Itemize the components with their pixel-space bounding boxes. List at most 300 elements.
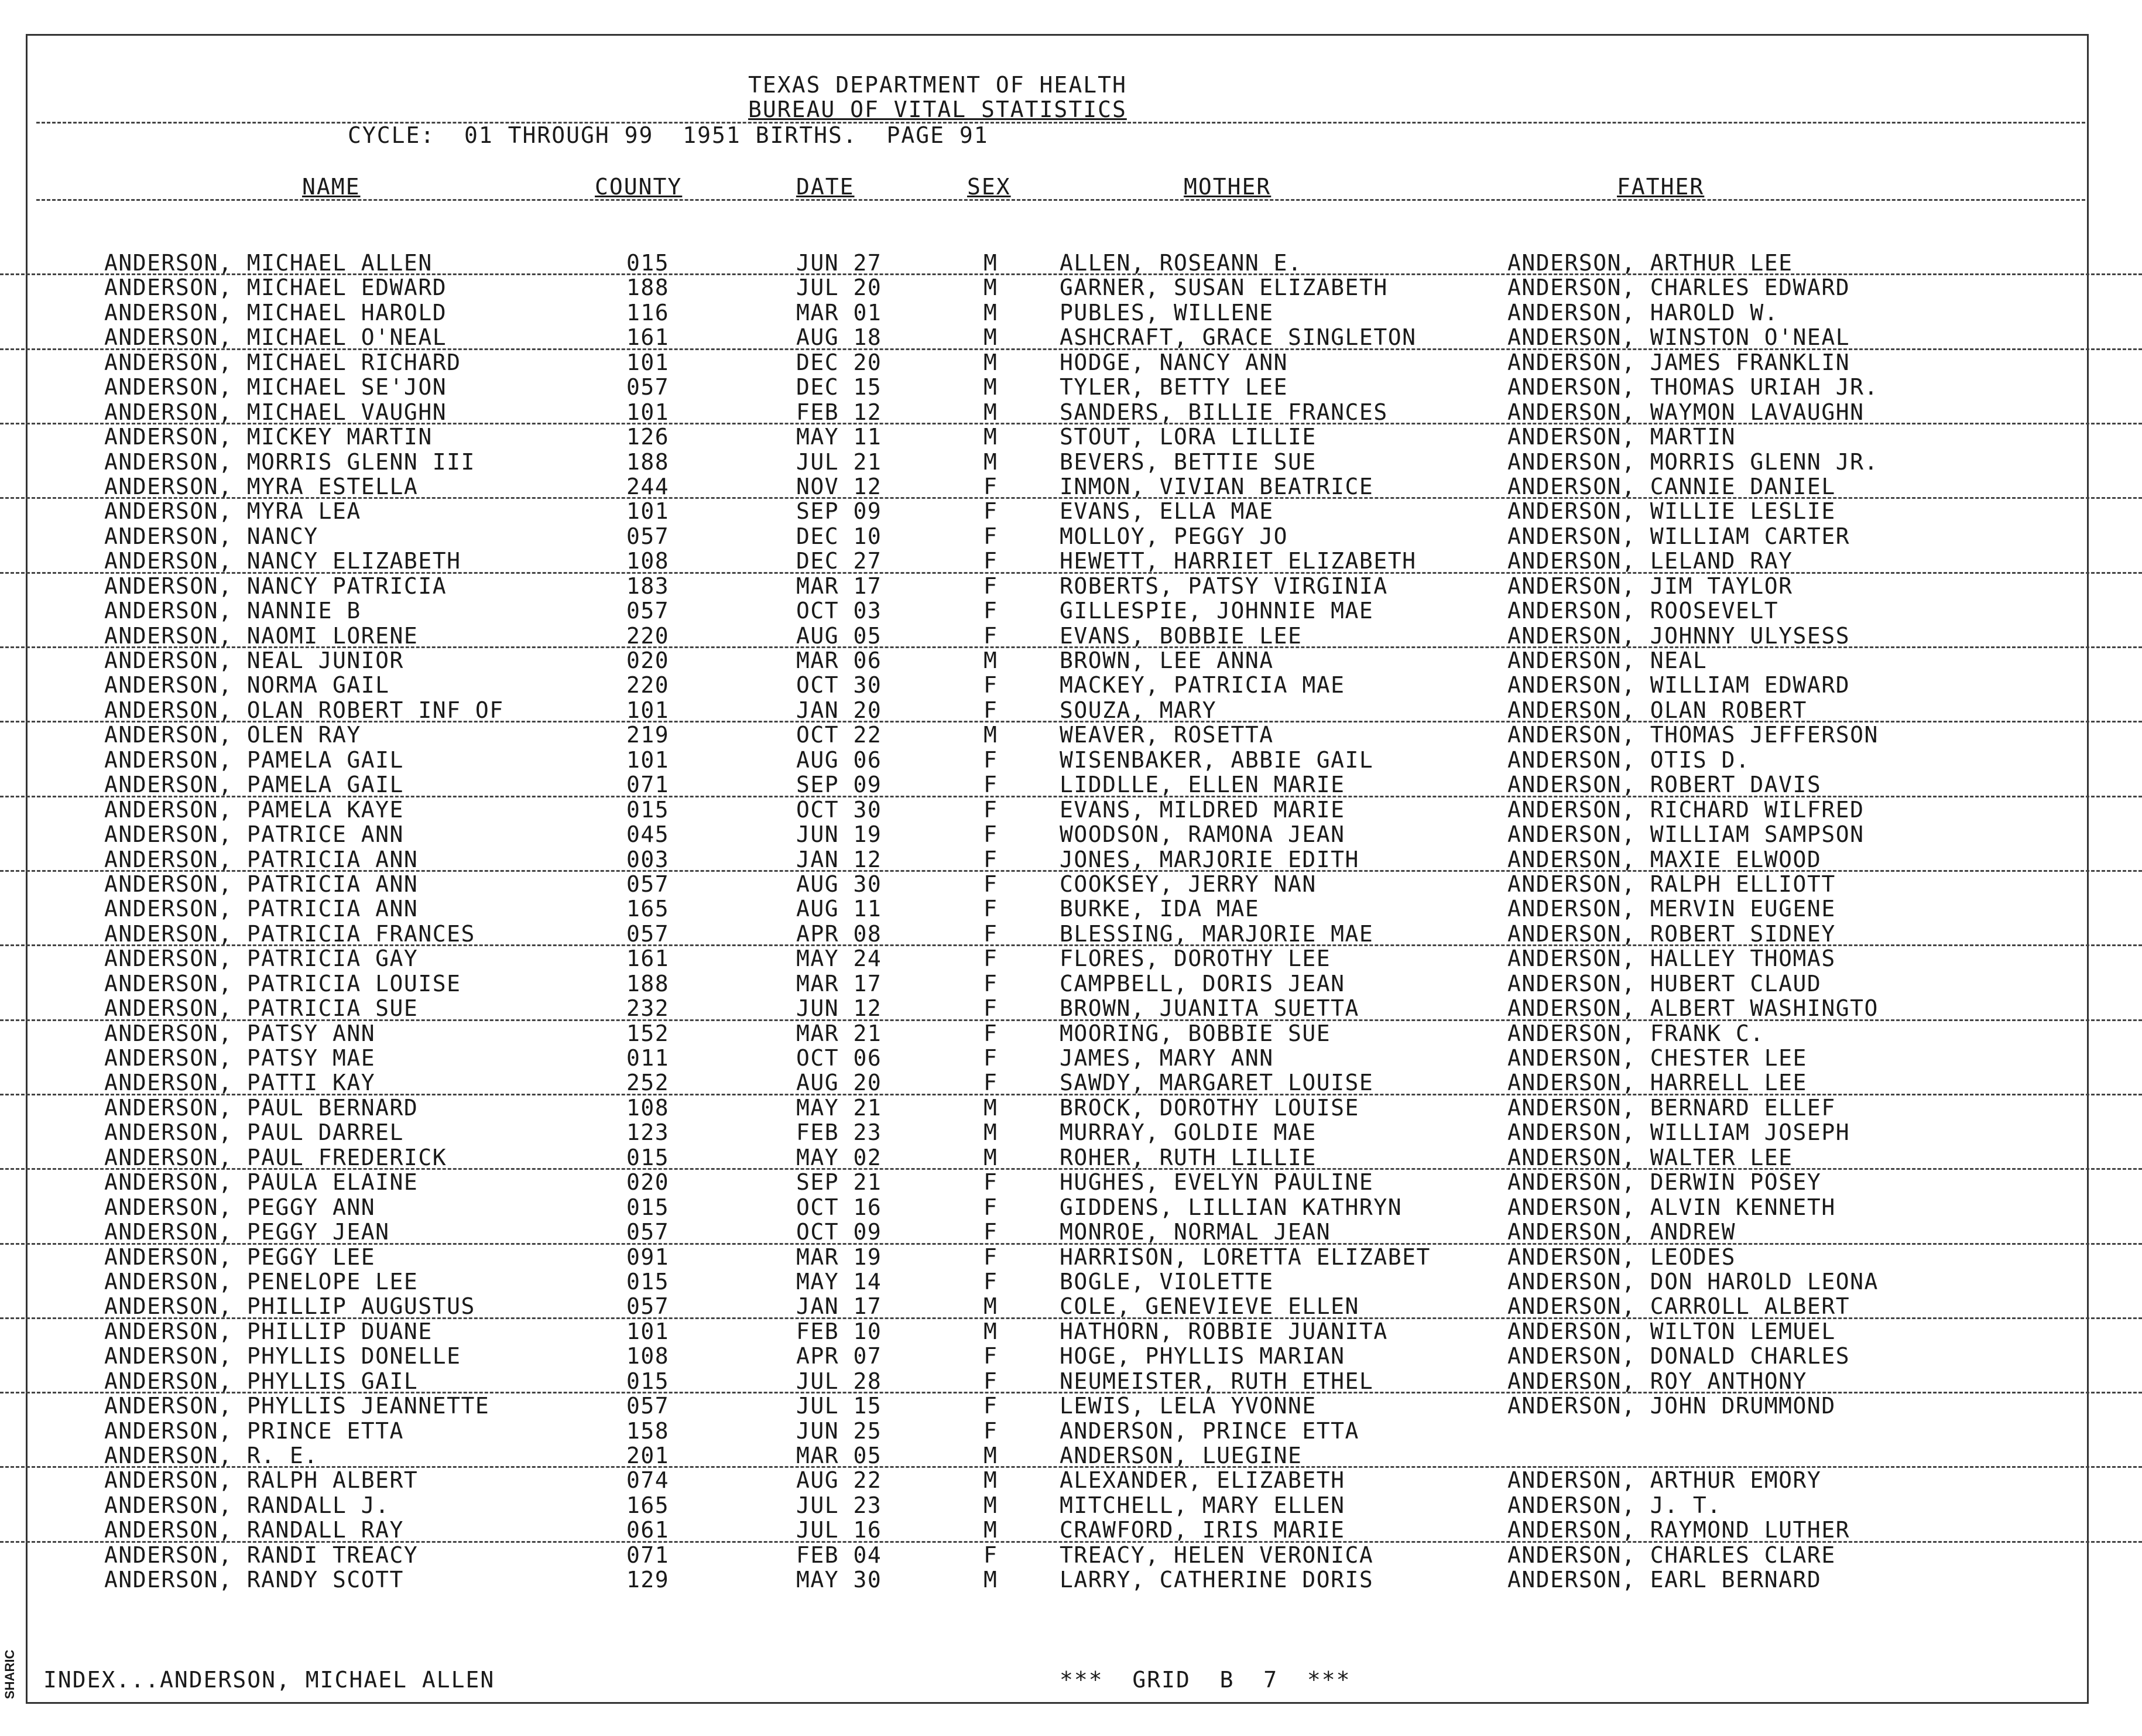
cell-sex: F — [983, 1417, 998, 1444]
table-row — [0, 1220, 2142, 1244]
cell-father: ANDERSON, ARTHUR LEE — [1507, 250, 1793, 276]
cell-sex: F — [983, 1343, 998, 1369]
cell-father: ANDERSON, DONALD CHARLES — [1507, 1343, 1850, 1369]
cell-mother: SOUZA, MARY — [1060, 697, 1217, 723]
cell-sex: M — [983, 299, 998, 326]
cell-county: 015 — [626, 796, 670, 823]
cell-county: 057 — [626, 920, 670, 947]
cell-sex: F — [983, 1268, 998, 1295]
cell-name: ANDERSON, PEGGY ANN — [104, 1194, 376, 1220]
cell-father: ANDERSON, CHARLES CLARE — [1507, 1542, 1836, 1568]
cell-county: 108 — [626, 1094, 670, 1121]
cell-county: 252 — [626, 1070, 670, 1096]
cell-name: ANDERSON, RANDI TREACY — [104, 1542, 419, 1568]
cell-date: NOV 12 — [796, 473, 882, 499]
cell-name: ANDERSON, PEGGY JEAN — [104, 1219, 390, 1245]
cell-date: FEB 23 — [796, 1119, 882, 1146]
cell-date: OCT 22 — [796, 722, 882, 748]
table-row — [0, 375, 2142, 399]
cell-father: ANDERSON, HARRELL LEE — [1507, 1070, 1807, 1096]
cell-date: JAN 20 — [796, 697, 882, 723]
cell-father: ANDERSON, ROBERT DAVIS — [1507, 772, 1822, 798]
table-row — [0, 822, 2142, 847]
cell-mother: GIDDENS, LILLIAN KATHRYN — [1060, 1194, 1403, 1220]
cell-mother: WOODSON, RAMONA JEAN — [1060, 821, 1345, 848]
cell-date: FEB 04 — [796, 1542, 882, 1568]
table-row — [0, 400, 2142, 424]
cell-mother: HEWETT, HARRIET ELIZABETH — [1060, 548, 1417, 574]
cell-name: ANDERSON, PAUL BERNARD — [104, 1094, 419, 1121]
cell-father: ANDERSON, CHESTER LEE — [1507, 1045, 1807, 1071]
cell-date: OCT 30 — [796, 672, 882, 698]
cell-sex: F — [983, 920, 998, 947]
cell-date: AUG 06 — [796, 747, 882, 773]
cell-name: ANDERSON, OLEN RAY — [104, 722, 361, 748]
cell-mother: TREACY, HELEN VERONICA — [1060, 1542, 1374, 1568]
table-row — [0, 450, 2142, 474]
cell-father: ANDERSON, WAYMON LAVAUGHN — [1507, 399, 1865, 425]
cell-father: ANDERSON, ROBERT SIDNEY — [1507, 920, 1836, 947]
cell-date: JUN 19 — [796, 821, 882, 848]
cell-date: JUL 15 — [796, 1393, 882, 1419]
table-row — [0, 1393, 2142, 1418]
cell-date: MAY 11 — [796, 424, 882, 450]
cell-father: ANDERSON, ALVIN KENNETH — [1507, 1194, 1836, 1220]
cell-mother: NEUMEISTER, RUTH ETHEL — [1060, 1368, 1374, 1394]
cell-father: ANDERSON, WILLIAM EDWARD — [1507, 672, 1850, 698]
cell-county: 057 — [626, 1393, 670, 1419]
cell-date: MAY 30 — [796, 1567, 882, 1593]
cell-date: AUG 30 — [796, 871, 882, 897]
cell-county: 101 — [626, 747, 670, 773]
cell-mother: WISENBAKER, ABBIE GAIL — [1060, 747, 1374, 773]
cell-father: ANDERSON, WINSTON O'NEAL — [1507, 324, 1850, 351]
cell-county: 108 — [626, 548, 670, 574]
table-row — [0, 1543, 2142, 1567]
cell-date: AUG 05 — [796, 622, 882, 649]
table-row — [0, 1021, 2142, 1046]
cell-county: 091 — [626, 1244, 670, 1270]
cell-county: 015 — [626, 1144, 670, 1170]
index-footer: INDEX...ANDERSON, MICHAEL ALLEN — [43, 1667, 495, 1693]
cell-mother: MOORING, BOBBIE SUE — [1060, 1020, 1331, 1046]
cell-sex: F — [983, 796, 998, 823]
cell-mother: WEAVER, ROSETTA — [1060, 722, 1274, 748]
header-rule — [36, 122, 2085, 124]
cell-county: 057 — [626, 374, 670, 400]
cell-sex: M — [983, 424, 998, 450]
cell-sex: M — [983, 1144, 998, 1170]
cell-date: OCT 06 — [796, 1045, 882, 1071]
cell-name: ANDERSON, PATSY MAE — [104, 1045, 376, 1071]
cell-date: AUG 11 — [796, 896, 882, 922]
cell-date: AUG 20 — [796, 1070, 882, 1096]
cell-sex: F — [983, 1393, 998, 1419]
table-row — [0, 1493, 2142, 1518]
col-head-date: DATE — [796, 174, 855, 200]
cell-father: ANDERSON, HALLEY THOMAS — [1507, 946, 1836, 972]
cell-county: 188 — [626, 448, 670, 475]
cell-county: 101 — [626, 349, 670, 375]
cell-name: ANDERSON, PATSY ANN — [104, 1020, 376, 1046]
cell-county: 116 — [626, 299, 670, 326]
cell-date: SEP 21 — [796, 1169, 882, 1196]
cell-father: ANDERSON, HUBERT CLAUD — [1507, 970, 1822, 997]
cell-father: ANDERSON, RAYMOND LUTHER — [1507, 1517, 1850, 1543]
cell-mother: ANDERSON, PRINCE ETTA — [1060, 1417, 1359, 1444]
cell-date: MAR 17 — [796, 970, 882, 997]
col-head-mother: MOTHER — [1184, 174, 1272, 200]
cell-sex: F — [983, 672, 998, 698]
cell-sex: F — [983, 1219, 998, 1245]
cell-date: DEC 10 — [796, 523, 882, 549]
table-row — [0, 996, 2142, 1021]
cell-county: 232 — [626, 995, 670, 1022]
cell-name: ANDERSON, OLAN ROBERT INF OF — [104, 697, 504, 723]
cell-mother: BROWN, LEE ANNA — [1060, 648, 1274, 673]
cell-county: 126 — [626, 424, 670, 450]
cell-mother: MITCHELL, MARY ELLEN — [1060, 1492, 1345, 1518]
cell-father: ANDERSON, RALPH ELLIOTT — [1507, 871, 1836, 897]
cell-mother: BOGLE, VIOLETTE — [1060, 1268, 1274, 1295]
cell-name: ANDERSON, PATRICIA LOUISE — [104, 970, 461, 997]
cell-date: JAN 12 — [796, 846, 882, 872]
cell-date: FEB 12 — [796, 399, 882, 425]
cell-mother: HATHORN, ROBBIE JUANITA — [1060, 1318, 1388, 1344]
table-row — [0, 499, 2142, 523]
table-row — [0, 300, 2142, 325]
table-row — [0, 896, 2142, 921]
table-row — [0, 598, 2142, 623]
cell-name: ANDERSON, PATRICIA SUE — [104, 995, 419, 1022]
cell-sex: M — [983, 1318, 998, 1344]
grid-footer: *** GRID B 7 *** — [1060, 1667, 1351, 1693]
cell-date: JUL 21 — [796, 448, 882, 475]
cell-name: ANDERSON, PHYLLIS GAIL — [104, 1368, 419, 1394]
cell-date: DEC 27 — [796, 548, 882, 574]
cell-name: ANDERSON, MYRA LEA — [104, 498, 361, 525]
cell-mother: JAMES, MARY ANN — [1060, 1045, 1274, 1071]
table-row — [0, 275, 2142, 300]
table-row — [0, 723, 2142, 747]
cell-father: ANDERSON, WILLIE LESLIE — [1507, 498, 1836, 525]
cell-county: 057 — [626, 598, 670, 624]
cell-county: 165 — [626, 1492, 670, 1518]
table-row — [0, 1419, 2142, 1443]
cell-date: OCT 30 — [796, 796, 882, 823]
cell-father: ANDERSON, THOMAS URIAH JR. — [1507, 374, 1879, 400]
table-row — [0, 524, 2142, 549]
cell-county: 074 — [626, 1467, 670, 1494]
cell-mother: LEWIS, LELA YVONNE — [1060, 1393, 1317, 1419]
cell-mother: BROWN, JUANITA SUETTA — [1060, 995, 1359, 1022]
cell-name: ANDERSON, RALPH ALBERT — [104, 1467, 419, 1494]
cell-name: ANDERSON, RANDALL J. — [104, 1492, 390, 1518]
cell-father: ANDERSON, LEODES — [1507, 1244, 1736, 1270]
cell-county: 158 — [626, 1417, 670, 1444]
cell-sex: M — [983, 275, 998, 301]
cell-mother: STOUT, LORA LILLIE — [1060, 424, 1317, 450]
cell-date: FEB 10 — [796, 1318, 882, 1344]
cell-county: 161 — [626, 946, 670, 972]
cell-mother: MONROE, NORMAL JEAN — [1060, 1219, 1331, 1245]
cell-mother: ALLEN, ROSEANN E. — [1060, 250, 1303, 276]
table-row — [0, 1518, 2142, 1542]
cell-father: ANDERSON, FRANK C. — [1507, 1020, 1764, 1046]
cell-mother: CRAWFORD, IRIS MARIE — [1060, 1517, 1345, 1543]
cell-county: 057 — [626, 1219, 670, 1245]
cell-date: MAR 17 — [796, 573, 882, 599]
cell-name: ANDERSON, PATRICIA ANN — [104, 871, 419, 897]
cell-father: ANDERSON, THOMAS JEFFERSON — [1507, 722, 1879, 748]
cell-father: ANDERSON, JAMES FRANKLIN — [1507, 349, 1850, 375]
table-row — [0, 1294, 2142, 1319]
cell-name: ANDERSON, PAUL DARREL — [104, 1119, 404, 1146]
table-row — [0, 624, 2142, 648]
col-head-sex: SEX — [967, 174, 1011, 200]
cell-name: ANDERSON, NAOMI LORENE — [104, 622, 419, 649]
cell-county: 061 — [626, 1517, 670, 1543]
cell-mother: ROHER, RUTH LILLIE — [1060, 1144, 1317, 1170]
cell-father: ANDERSON, WILTON LEMUEL — [1507, 1318, 1836, 1344]
table-row — [0, 1567, 2142, 1592]
cell-date: MAR 05 — [796, 1443, 882, 1468]
cell-county: 188 — [626, 275, 670, 301]
cell-date: MAY 21 — [796, 1094, 882, 1121]
cell-father: ANDERSON, WILLIAM SAMPSON — [1507, 821, 1865, 848]
department-title: TEXAS DEPARTMENT OF HEALTH — [748, 72, 1127, 98]
cell-mother: BROCK, DOROTHY LOUISE — [1060, 1094, 1359, 1121]
cell-date: MAY 14 — [796, 1268, 882, 1295]
cell-sex: F — [983, 946, 998, 972]
cell-father: ANDERSON, WILLIAM CARTER — [1507, 523, 1850, 549]
cell-county: 201 — [626, 1443, 670, 1468]
cell-sex: F — [983, 498, 998, 525]
cell-mother: GARNER, SUSAN ELIZABETH — [1060, 275, 1388, 301]
cell-mother: SANDERS, BILLIE FRANCES — [1060, 399, 1388, 425]
cell-father: ANDERSON, CHARLES EDWARD — [1507, 275, 1850, 301]
cell-mother: COLE, GENEVIEVE ELLEN — [1060, 1293, 1359, 1320]
cell-father: ANDERSON, MORRIS GLENN JR. — [1507, 448, 1879, 475]
cell-county: 183 — [626, 573, 670, 599]
cell-county: 057 — [626, 1293, 670, 1320]
cell-sex: F — [983, 548, 998, 574]
cell-date: JUL 16 — [796, 1517, 882, 1543]
side-stamp: SHARIC — [2, 1649, 17, 1700]
cell-date: JUL 28 — [796, 1368, 882, 1394]
cell-mother: INMON, VIVIAN BEATRICE — [1060, 473, 1374, 499]
cycle-line: CYCLE: 01 THROUGH 99 1951 BIRTHS. PAGE 91 — [348, 122, 989, 148]
cell-sex: M — [983, 448, 998, 475]
cell-father: ANDERSON, WILLIAM JOSEPH — [1507, 1119, 1850, 1146]
cell-name: ANDERSON, MYRA ESTELLA — [104, 473, 419, 499]
cell-name: ANDERSON, NANCY ELIZABETH — [104, 548, 461, 574]
cell-name: ANDERSON, MICHAEL O'NEAL — [104, 324, 447, 351]
cell-sex: F — [983, 1368, 998, 1394]
cell-sex: F — [983, 896, 998, 922]
table-row — [0, 1369, 2142, 1393]
cell-father: ANDERSON, EARL BERNARD — [1507, 1567, 1822, 1593]
cell-mother: HUGHES, EVELYN PAULINE — [1060, 1169, 1374, 1196]
cell-county: 020 — [626, 1169, 670, 1196]
cell-county: 071 — [626, 772, 670, 798]
cell-father: ANDERSON, JOHNNY ULYSESS — [1507, 622, 1850, 649]
cell-county: 015 — [626, 1368, 670, 1394]
cell-name: ANDERSON, PATRICE ANN — [104, 821, 404, 848]
cell-county: 188 — [626, 970, 670, 997]
cell-father: ANDERSON, ARTHUR EMORY — [1507, 1467, 1822, 1494]
cell-sex: F — [983, 871, 998, 897]
table-row — [0, 946, 2142, 971]
cell-father: ANDERSON, ANDREW — [1507, 1219, 1736, 1245]
table-row — [0, 424, 2142, 449]
cell-date: APR 07 — [796, 1343, 882, 1369]
cell-father: ANDERSON, MARTIN — [1507, 424, 1736, 450]
cell-mother: ROBERTS, PATSY VIRGINIA — [1060, 573, 1388, 599]
cell-mother: HOGE, PHYLLIS MARIAN — [1060, 1343, 1345, 1369]
cell-father: ANDERSON, DERWIN POSEY — [1507, 1169, 1822, 1196]
cell-name: ANDERSON, MICHAEL SE'JON — [104, 374, 447, 400]
cell-sex: F — [983, 1244, 998, 1270]
cell-name: ANDERSON, PAUL FREDERICK — [104, 1144, 447, 1170]
cell-mother: BLESSING, MARJORIE MAE — [1060, 920, 1374, 947]
cell-county: 108 — [626, 1343, 670, 1369]
cell-name: ANDERSON, MICHAEL ALLEN — [104, 250, 433, 276]
cell-father: ANDERSON, CARROLL ALBERT — [1507, 1293, 1850, 1320]
cell-county: 101 — [626, 399, 670, 425]
cell-date: OCT 16 — [796, 1194, 882, 1220]
table-row — [0, 1344, 2142, 1368]
cell-sex: M — [983, 1094, 998, 1121]
cell-county: 015 — [626, 1194, 670, 1220]
cell-date: MAR 19 — [796, 1244, 882, 1270]
cell-name: ANDERSON, PAMELA GAIL — [104, 772, 404, 798]
cell-mother: ASHCRAFT, GRACE SINGLETON — [1060, 324, 1417, 351]
cell-mother: ANDERSON, LUEGINE — [1060, 1443, 1303, 1468]
cell-county: 220 — [626, 622, 670, 649]
cell-county: 003 — [626, 846, 670, 872]
cell-county: 101 — [626, 697, 670, 723]
cell-mother: MOLLOY, PEGGY JO — [1060, 523, 1288, 549]
table-row — [0, 971, 2142, 996]
cell-father: ANDERSON, ALBERT WASHINGTO — [1507, 995, 1879, 1022]
col-head-name: NAME — [302, 174, 361, 200]
cell-father: ANDERSON, MAXIE ELWOOD — [1507, 846, 1822, 872]
cell-county: 071 — [626, 1542, 670, 1568]
cell-date: DEC 15 — [796, 374, 882, 400]
cell-father: ANDERSON, RICHARD WILFRED — [1507, 796, 1865, 823]
cell-county: 011 — [626, 1045, 670, 1071]
table-row — [0, 847, 2142, 872]
cell-sex: M — [983, 1567, 998, 1593]
cell-father: ANDERSON, NEAL — [1507, 648, 1708, 673]
table-row — [0, 1170, 2142, 1194]
cell-county: 057 — [626, 523, 670, 549]
table-row — [0, 698, 2142, 723]
cell-county: 015 — [626, 1268, 670, 1295]
cell-father: ANDERSON, WALTER LEE — [1507, 1144, 1793, 1170]
cell-county: 101 — [626, 498, 670, 525]
cell-date: JUL 20 — [796, 275, 882, 301]
cell-date: APR 08 — [796, 920, 882, 947]
cell-date: SEP 09 — [796, 498, 882, 525]
cell-father: ANDERSON, LELAND RAY — [1507, 548, 1793, 574]
cell-county: 244 — [626, 473, 670, 499]
cell-date: MAR 21 — [796, 1020, 882, 1046]
table-row — [0, 1468, 2142, 1492]
cell-sex: F — [983, 1045, 998, 1071]
cell-sex: F — [983, 622, 998, 649]
cell-date: OCT 03 — [796, 598, 882, 624]
cell-name: ANDERSON, PATRICIA ANN — [104, 846, 419, 872]
cell-mother: FLORES, DOROTHY LEE — [1060, 946, 1331, 972]
cell-name: ANDERSON, PATTI KAY — [104, 1070, 376, 1096]
cell-sex: M — [983, 250, 998, 276]
table-row — [0, 1319, 2142, 1344]
table-row — [0, 673, 2142, 697]
cell-date: JUN 12 — [796, 995, 882, 1022]
cell-date: SEP 09 — [796, 772, 882, 798]
cell-date: AUG 22 — [796, 1467, 882, 1494]
cell-father: ANDERSON, ROY ANTHONY — [1507, 1368, 1807, 1394]
cell-name: ANDERSON, RANDY SCOTT — [104, 1567, 404, 1593]
cell-sex: M — [983, 374, 998, 400]
cell-name: ANDERSON, PHILLIP AUGUSTUS — [104, 1293, 475, 1320]
cell-sex: M — [983, 648, 998, 673]
table-row — [0, 922, 2142, 946]
cell-sex: F — [983, 1194, 998, 1220]
table-row — [0, 1046, 2142, 1070]
cell-mother: JONES, MARJORIE EDITH — [1060, 846, 1359, 872]
cell-sex: F — [983, 1070, 998, 1096]
cell-date: MAY 24 — [796, 946, 882, 972]
table-row — [0, 1443, 2142, 1468]
cell-name: ANDERSON, PAMELA KAYE — [104, 796, 404, 823]
cell-county: 165 — [626, 896, 670, 922]
table-row — [0, 1070, 2142, 1095]
cell-mother: COOKSEY, JERRY NAN — [1060, 871, 1317, 897]
col-head-county: COUNTY — [595, 174, 683, 200]
table-row — [0, 1195, 2142, 1220]
cell-mother: TYLER, BETTY LEE — [1060, 374, 1288, 400]
cell-name: ANDERSON, NANCY PATRICIA — [104, 573, 447, 599]
table-row — [0, 1145, 2142, 1170]
cell-father: ANDERSON, OLAN ROBERT — [1507, 697, 1807, 723]
cell-father: ANDERSON, JOHN DRUMMOND — [1507, 1393, 1836, 1419]
cell-sex: M — [983, 399, 998, 425]
cell-mother: ALEXANDER, ELIZABETH — [1060, 1467, 1345, 1494]
cell-father: ANDERSON, DON HAROLD LEONA — [1507, 1268, 1879, 1295]
cell-mother: MURRAY, GOLDIE MAE — [1060, 1119, 1317, 1146]
cell-father: ANDERSON, ROOSEVELT — [1507, 598, 1779, 624]
cell-name: ANDERSON, PHYLLIS DONELLE — [104, 1343, 461, 1369]
cell-mother: HARRISON, LORETTA ELIZABET — [1060, 1244, 1431, 1270]
cell-sex: M — [983, 722, 998, 748]
cell-name: ANDERSON, NANCY — [104, 523, 318, 549]
cell-name: ANDERSON, PENELOPE LEE — [104, 1268, 419, 1295]
cell-name: ANDERSON, MICHAEL HAROLD — [104, 299, 447, 326]
cell-father: ANDERSON, HAROLD W. — [1507, 299, 1779, 326]
cell-sex: M — [983, 1293, 998, 1320]
cell-date: DEC 20 — [796, 349, 882, 375]
birth-records-table — [0, 251, 2142, 1593]
cell-name: ANDERSON, MICHAEL EDWARD — [104, 275, 447, 301]
cell-name: ANDERSON, NORMA GAIL — [104, 672, 390, 698]
cell-sex: F — [983, 473, 998, 499]
cell-sex: F — [983, 598, 998, 624]
table-row — [0, 1245, 2142, 1269]
table-row — [0, 474, 2142, 499]
